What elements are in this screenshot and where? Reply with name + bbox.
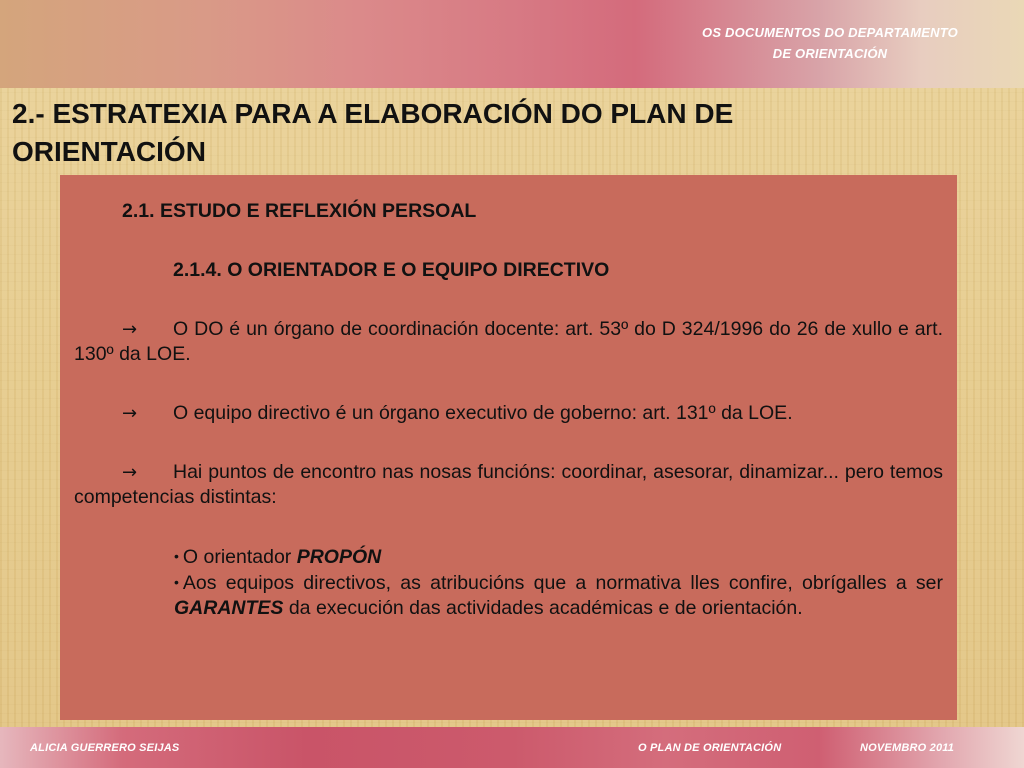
bullet-item-1	[174, 544, 943, 570]
content-panel	[60, 175, 957, 720]
bullet-2-text-after: da execución das actividades académicas e de orientación.	[283, 597, 803, 619]
paragraph-3	[74, 460, 943, 510]
section-heading: 2.1. ESTUDO E REFLEXIÓN PERSOAL	[122, 200, 477, 222]
paragraph-3-text: Hai puntos de encontro nas nosas funcións: coordinar, asesorar, dinamizar... pero temos competencias distintas:	[74, 461, 943, 508]
footer-author: ALICIA GUERRERO SEIJAS	[30, 742, 180, 754]
subsection-heading: 2.1.4. O ORIENTADOR E O EQUIPO DIRECTIVO	[173, 259, 610, 281]
footer-topic: O PLAN DE ORIENTACIÓN	[638, 742, 782, 754]
arrow-right-icon: →	[122, 462, 138, 483]
arrow-right-icon: →	[122, 403, 138, 424]
header-title-line2: DE ORIENTACIÓN	[772, 46, 888, 61]
arrow-right-icon: →	[122, 319, 138, 340]
paragraph-1-text: O DO é un órgano de coordinación docente: art. 53º do D 324/1996 do 26 de xullo e art. 130º da LOE.	[74, 318, 943, 365]
bullet-2-text-before: Aos equipos directivos, as atribucións que a normativa lles confire, obrígalles a ser	[182, 572, 943, 594]
paragraph-1	[74, 317, 943, 367]
slide-title-line2: ORIENTACIÓN	[12, 136, 206, 167]
bullet-1-emphasis: PROPÓN	[296, 546, 382, 568]
slide-title	[12, 95, 1012, 171]
footer-date: NOVEMBRO 2011	[860, 742, 955, 754]
bullet-item-2	[174, 570, 943, 621]
bullet-icon: •	[174, 548, 179, 564]
slide-title-line1: 2.- ESTRATEXIA PARA A ELABORACIÓN DO PLAN DE	[12, 98, 734, 129]
paragraph-2	[74, 401, 943, 426]
bullet-icon: •	[174, 574, 179, 590]
bullet-list	[74, 544, 943, 621]
footer-band	[0, 727, 1024, 768]
paragraph-2-text: O equipo directivo é un órgano executivo de goberno: art. 131º da LOE.	[173, 402, 793, 424]
header-title	[670, 22, 990, 64]
header-title-line1: OS DOCUMENTOS DO DEPARTAMENTO	[702, 25, 958, 40]
bullet-2-emphasis: GARANTES	[174, 597, 284, 619]
bullet-1-text: O orientador	[182, 546, 297, 568]
